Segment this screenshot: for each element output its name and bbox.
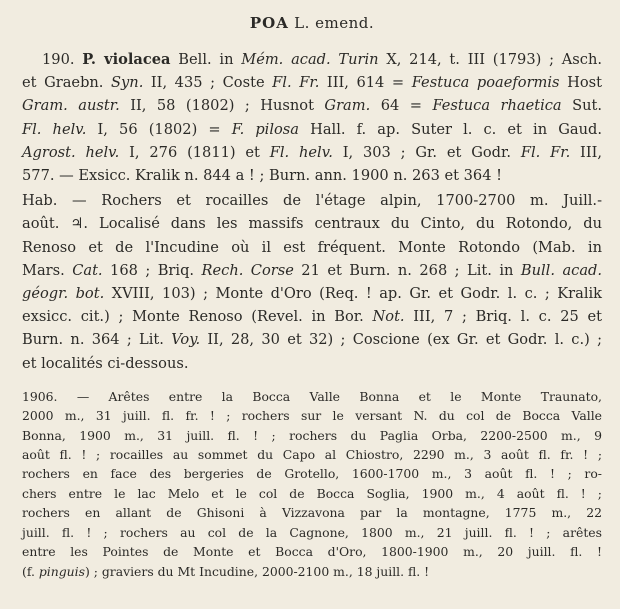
obs-line-9: entre les Pointes de Monte et Bocca d'Oro, 1800-1900 m., 20 juill. fl. ! [22,544,602,560]
entry-line-4: Fl. helv. I, 56 (1802) = F. pilosa Hall. f. ap. Suter l. c. et in Gaud. [22,120,602,138]
obs-line-2: 2000 m., 31 juill. fl. fr. ! ; rochers sur le versant N. du col de Bocca Valle [22,408,602,424]
entry-line-5: Agrost. helv. I, 276 (1811) et Fl. helv. I, 303 ; Gr. et Godr. Fl. Fr. III, [22,143,602,161]
genus-author: L. emend. [294,14,375,32]
entry-line-6: 577. — Exsicc. Kralik n. 844 a ! ; Burn. ann. 1900 n. 263 et 364 ! [22,167,502,185]
hab-line-2: août. ♃. Localisé dans les massifs centraux du Cinto, du Rotondo, du [22,215,602,233]
entry-line-2: et Graebn. Syn. II, 435 ; Coste Fl. Fr. III, 614 = Festuca poaeformis Host [22,74,603,92]
hab-line-6: exsicc. cit.) ; Monte Renoso (Revel. in Bor. Not. III, 7 ; Briq. l. c. 25 et [22,308,602,326]
genus-name: POA [249,14,289,32]
entry-number: 190. [42,51,75,68]
hab-line-5: géogr. bot. XVIII, 103) ; Monte d'Oro (Req. ! ap. Gr. et Godr. l. c. ; Kralik [22,285,603,303]
observations-paragraph [22,387,602,581]
obs-line-1: 1906. — Arêtes entre la Bocca Valle Bonna et le Monte Traunato, [22,388,602,404]
hab-line-8: et localités ci-dessous. [22,354,189,372]
species-entry [22,48,602,187]
running-header [22,14,602,32]
hab-line-3: Renoso et de l'Incudine où il est fréquent. Monte Rotondo (Mab. in [22,238,602,256]
obs-line-10: (f. pinguis) ; graviers du Mt Incudine, 2000-2100 m., 18 juill. fl. ! [22,563,430,579]
obs-line-5: rochers en face des bergeries de Grotello, 1600-1700 m., 3 août fl. ! ; ro- [22,466,602,482]
obs-line-3: Bonna, 1900 m., 31 juill. fl. ! ; rochers du Paglia Orba, 2200-2500 m., 9 [22,427,602,443]
hab-line-7: Burn. n. 364 ; Lit. Voy. II, 28, 30 et 32) ; Coscione (ex Gr. et Godr. l. c.) ; [22,331,602,349]
entry-line-1: 190. P. violacea Bell. in Mém. acad. Turin X, 214, t. III (1793) ; Asch. [42,51,602,68]
hab-line-4: Mars. Cat. 168 ; Briq. Rech. Corse 21 et Burn. n. 268 ; Lit. in Bull. acad. [22,261,602,279]
obs-line-7: rochers en allant de Ghisoni à Vizzavona par la montagne, 1775 m., 22 [22,505,602,521]
entry-line-3: Gram. austr. II, 58 (1802) ; Husnot Gram. 64 = Festuca rhaetica Sut. [22,97,602,115]
obs-line-6: chers entre le lac Melo et le col de Bocca Soglia, 1900 m., 4 août fl. ! ; [22,485,602,501]
obs-line-4: août fl. ! ; rocailles au sommet du Capo al Chiostro, 2290 m., 3 août fl. fr. ! ; [22,447,602,463]
hab-line-1: Hab. — Rochers et rocailles de l'étage alpin, 1700-2700 m. Juill.- [22,192,602,210]
species-name: P. violacea [82,51,171,68]
obs-line-8: juill. fl. ! ; rochers au col de la Cagnone, 1800 m., 21 juill. fl. ! ; arêtes [22,524,602,540]
habitat-paragraph [22,189,602,375]
